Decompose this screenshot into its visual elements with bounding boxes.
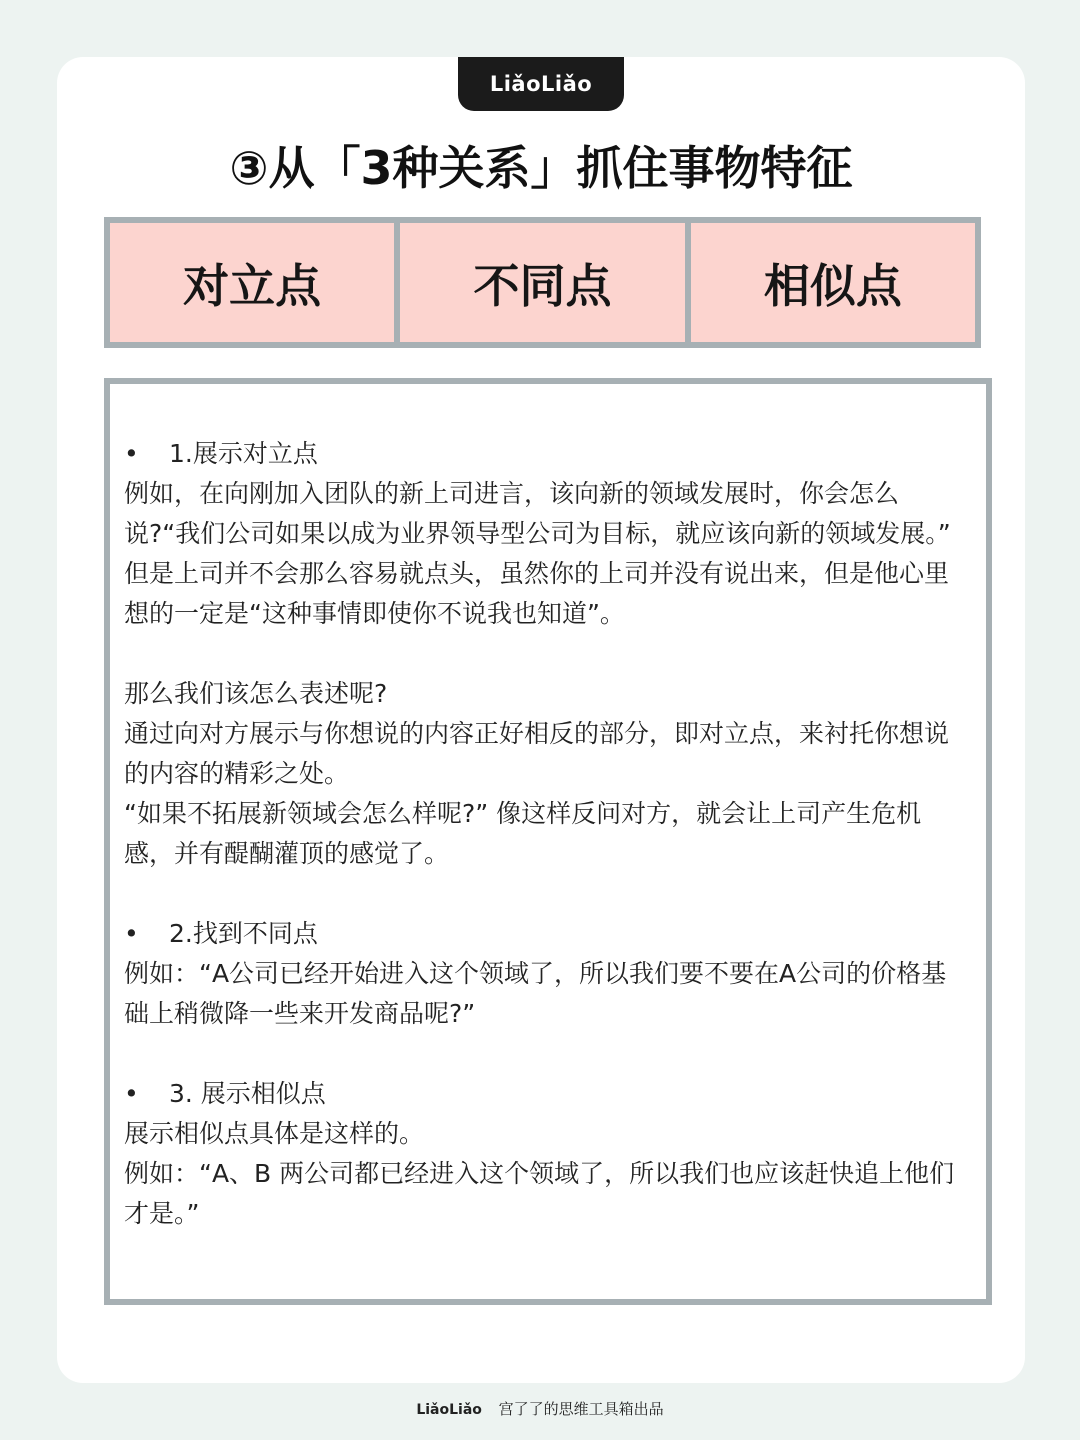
article-body	[104, 378, 992, 1305]
footer-logo: LiǎoLiǎo	[416, 1402, 482, 1418]
category-table	[104, 217, 981, 348]
paragraph: 通过向对方展示与你想说的内容正好相反的部分，即对立点，来衬托你想说的内容的精彩之处。	[124, 719, 950, 788]
paragraph: 但是上司并不会那么容易就点头，虽然你的上司并没有说出来，但是他心里想的一定是“这种事情即使你不说我也知道”。	[124, 559, 950, 628]
paragraph: 那么我们该怎么表述呢?	[124, 679, 388, 708]
category-opposite: 对立点	[110, 223, 394, 342]
paragraph: “如果不拓展新领域会怎么样呢?” 像这样反问对方，就会让上司产生危机感，并有醍醐灌顶的感觉了。	[124, 799, 922, 868]
paragraph: 例如，在向刚加入团队的新上司进言，该向新的领域发展时，你会怎么说?“我们公司如果以成为业界领导型公司为目标，就应该向新的领域发展。”	[124, 479, 951, 548]
section-heading-3	[124, 1074, 960, 1114]
brand-logo	[458, 57, 624, 111]
category-similar: 相似点	[691, 223, 975, 342]
paragraph: 例如：“A公司已经开始进入这个领域了，所以我们要不要在A公司的价格基础上稍微降一些来开发商品呢?”	[124, 959, 947, 1028]
bullet-dot: •	[124, 919, 139, 948]
footer	[0, 1392, 1080, 1427]
page-title: ③从「3种关系」抓住事物特征	[229, 141, 853, 195]
paragraph: 展示相似点具体是这样的。	[124, 1119, 425, 1148]
brand-logo-text: LiǎoLiǎo	[489, 72, 593, 96]
section-heading-text: 2.找到不同点	[169, 919, 318, 948]
section-heading-2	[124, 914, 960, 954]
bullet-dot: •	[124, 1079, 139, 1108]
footer-text: 宫了了的思维工具箱出品	[498, 1400, 664, 1418]
section-heading-1	[124, 434, 960, 474]
section-heading-text: 3. 展示相似点	[169, 1079, 326, 1108]
section-heading-text: 1.展示对立点	[169, 439, 318, 468]
bullet-dot: •	[124, 439, 139, 468]
paragraph: 例如：“A、B 两公司都已经进入这个领域了，所以我们也应该赶快追上他们才是。”	[124, 1159, 955, 1228]
category-different: 不同点	[400, 223, 684, 342]
